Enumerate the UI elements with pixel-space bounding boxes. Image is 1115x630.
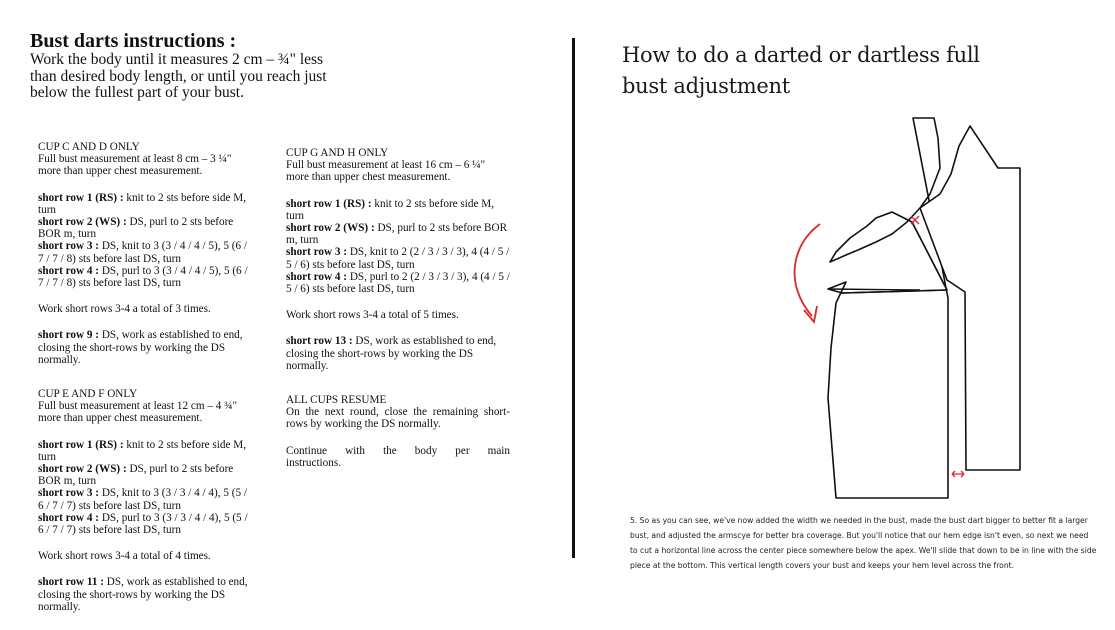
cup-gh-row4: short row 4 : DS, purl to 2 (2 / 3 / 3 / 3), 4 (4 / 5 / 5 / 6) sts before last DS, turn: [286, 270, 510, 296]
step-5-caption: 5. So as you can see, we've now added the width we needed in the bust, made the bust dart bigger to better fit a larger bust, and adjusted the armscye for better bra coverage. But you'll notice that our hem edge isn't even, so next we need to cut a horizontal line across the center piece somewhere below the apex. We'll slide that down to be in line with the side piece at the bottom. This vertical length covers your bust and keeps your hem level across the front.: [630, 516, 1097, 570]
cup-cd-row2: short row 2 (WS) : DS, purl to 2 sts before BOR m, turn: [38, 216, 234, 241]
cup-cd-measure: Full bust measurement at least 8 cm – 3 ¼" more than upper chest measurement.: [38, 153, 232, 178]
vertical-divider: [572, 38, 575, 558]
all-cups-section: [286, 394, 510, 469]
cup-gh-heading: CUP G AND H ONLY: [286, 147, 389, 159]
cup-cd-row3: short row 3 : DS, knit to 3 (3 / 4 / 4 / 5), 5 (6 / 7 / 7 / 8) sts before last DS, turn: [38, 240, 247, 265]
rotation-arrow: [795, 224, 820, 316]
cup-cd-repeat: Work short rows 3-4 a total of 3 times.: [38, 303, 211, 316]
cup-gh-repeat: Work short rows 3-4 a total of 5 times.: [286, 309, 459, 322]
cup-gh-final-row: short row 13 : DS, work as established to end, closing the short-rows by working the DS normally.: [286, 335, 497, 372]
cup-cd-heading: CUP C AND D ONLY: [38, 141, 140, 153]
fba-title: How to do a darted or dartless full bust adjustment: [622, 43, 980, 98]
cup-ef-heading: CUP E AND F ONLY: [38, 388, 138, 401]
cup-ef-row3: short row 3 : DS, knit to 3 (3 / 3 / 4 / 4), 5 (5 / 6 / 7 / 7) sts before last DS, turn: [38, 487, 247, 512]
cup-ef-row1: short row 1 (RS) : knit to 2 sts before side M, turn: [38, 438, 246, 463]
cup-ef-row2: short row 2 (WS) : DS, purl to 2 sts before BOR m, turn: [38, 463, 234, 488]
all-cups-text: On the next round, close the remaining short-rows by working the DS normally.: [286, 406, 510, 431]
bust-darts-intro: Work the body until it measures 2 cm – ¾" less than desired body length, or until you reach just below the fullest part of your bust.: [30, 51, 327, 101]
cup-cd-row1: short row 1 (RS) : knit to 2 sts before side M, turn: [38, 191, 246, 216]
cup-gh-row1: short row 1 (RS) : knit to 2 sts before side M, turn: [286, 197, 494, 222]
cup-cd-final-row: short row 9 : DS, work as established to end, closing the short-rows by working the DS normally.: [38, 329, 243, 366]
bust-darts-title: Bust darts instructions :: [30, 30, 237, 52]
cup-cd-section: [38, 141, 250, 366]
cup-ef-row4: short row 4 : DS, purl to 3 (3 / 3 / 4 / 4), 5 (5 / 6 / 7 / 7) sts before last DS, turn: [38, 511, 248, 537]
cup-gh-measure: Full bust measurement at least 16 cm – 6 ¼" more than upper chest measurement.: [286, 159, 486, 184]
cup-gh-row2: short row 2 (WS) : DS, purl to 2 sts before BOR m, turn: [286, 222, 508, 247]
cup-gh-row3: short row 3 : DS, knit to 2 (2 / 3 / 3 / 3), 4 (4 / 5 / 5 / 6) sts before last DS, turn: [286, 246, 510, 271]
cup-ef-final-row: short row 11 : DS, work as established to end, closing the short-rows by working the DS normally.: [38, 576, 248, 613]
cup-gh-section: [286, 147, 510, 372]
hem-gap-arrow: [952, 471, 964, 477]
cup-ef-repeat: Work short rows 3-4 a total of 4 times.: [38, 550, 211, 563]
all-cups-heading: ALL CUPS RESUME: [286, 394, 387, 407]
instructions-column-left: [38, 141, 250, 613]
cup-ef-section: [38, 388, 250, 613]
bodice-pattern-diagram: [780, 110, 1040, 505]
continue-text: Continue with the body per main instructions.: [286, 444, 510, 469]
cup-ef-measure: Full bust measurement at least 12 cm – 4 ¾" more than upper chest measurement.: [38, 400, 238, 425]
instructions-column-right: [286, 147, 510, 469]
center-front-pattern-piece: [828, 118, 948, 498]
cup-cd-row4: short row 4 : DS, purl to 3 (3 / 4 / 4 / 5), 5 (6 / 7 / 7 / 8) sts before last DS, turn: [38, 264, 248, 290]
